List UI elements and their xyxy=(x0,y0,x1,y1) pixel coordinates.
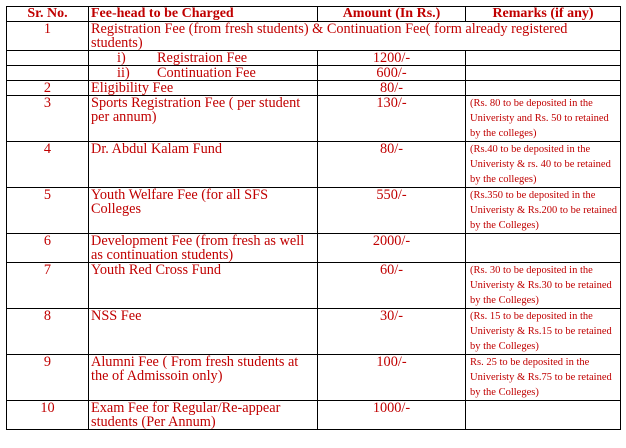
sr-no-cell: 5 xyxy=(7,188,89,234)
table-row xyxy=(7,355,621,401)
sub-item-name: Registraion Fee xyxy=(157,50,248,66)
sr-no-cell: 10 xyxy=(7,401,89,430)
remarks-cell xyxy=(466,81,621,96)
fee-head-cell: Sports Registration Fee ( per student per annum) xyxy=(89,96,318,142)
empty-cell xyxy=(7,51,89,66)
remarks-cell: (Rs. 80 to be deposited in the Univeristy and Rs. 50 to retained by the colleges) xyxy=(466,96,621,142)
header-amount: Amount (In Rs.) xyxy=(318,7,466,22)
table-row xyxy=(7,142,621,188)
remarks-cell: (Rs. 15 to be deposited in the Univeristy & Rs.15 to be retained by the Colleges) xyxy=(466,309,621,355)
sr-no-cell: 9 xyxy=(7,355,89,401)
amount-cell: 1000/- xyxy=(318,401,466,430)
remarks-cell: Rs. 25 to be deposited in the Univeristy & Rs.75 to be retained by the Colleges) xyxy=(466,355,621,401)
fee-head-cell: Youth Red Cross Fund xyxy=(89,263,318,309)
table-row xyxy=(7,188,621,234)
fee-head-cell: Development Fee (from fresh as well as continuation students) xyxy=(89,234,318,263)
table-row xyxy=(7,22,621,51)
amount-cell: 80/- xyxy=(318,81,466,96)
amount-cell: 130/- xyxy=(318,96,466,142)
fee-table xyxy=(6,6,621,430)
amount-cell: 2000/- xyxy=(318,234,466,263)
fee-head-cell: Exam Fee for Regular/Re-appear students (Per Annum) xyxy=(89,401,318,430)
amount-cell: 600/- xyxy=(318,66,466,81)
sub-item-label: ii) xyxy=(117,65,130,81)
header-row xyxy=(7,7,621,22)
fee-head-cell: Youth Welfare Fee (for all SFS Colleges xyxy=(89,188,318,234)
sub-item-label: i) xyxy=(117,50,126,66)
fee-head-cell: NSS Fee xyxy=(89,309,318,355)
table-subrow xyxy=(7,66,621,81)
remarks-cell xyxy=(466,234,621,263)
sr-no-cell: 3 xyxy=(7,96,89,142)
table-row xyxy=(7,96,621,142)
table-row xyxy=(7,81,621,96)
header-remarks: Remarks (if any) xyxy=(466,7,621,22)
sr-no-cell: 2 xyxy=(7,81,89,96)
amount-cell: 30/- xyxy=(318,309,466,355)
sr-no-cell: 1 xyxy=(7,22,89,51)
amount-cell: 1200/- xyxy=(318,51,466,66)
table-row xyxy=(7,234,621,263)
fee-head-cell: Dr. Abdul Kalam Fund xyxy=(89,142,318,188)
header-sr-no: Sr. No. xyxy=(7,7,89,22)
amount-cell: 550/- xyxy=(318,188,466,234)
amount-cell: 60/- xyxy=(318,263,466,309)
sr-no-cell: 4 xyxy=(7,142,89,188)
fee-head-cell: Registration Fee (from fresh students) & Continuation Fee( form already registered students) xyxy=(89,22,621,51)
sr-no-cell: 7 xyxy=(7,263,89,309)
remarks-cell: (Rs. 30 to be deposited in the Univeristy & Rs.30 to be retained by the Colleges) xyxy=(466,263,621,309)
sr-no-cell: 6 xyxy=(7,234,89,263)
remarks-cell: (Rs.350 to be deposited in the Univeristy & Rs.200 to be retained by the Colleges) xyxy=(466,188,621,234)
fee-head-cell xyxy=(89,51,318,66)
remarks-cell xyxy=(466,66,621,81)
fee-head-cell: Alumni Fee ( From fresh students at the of Admissoin only) xyxy=(89,355,318,401)
remarks-cell xyxy=(466,401,621,430)
table-subrow xyxy=(7,51,621,66)
sub-item-name: Continuation Fee xyxy=(157,65,256,81)
table-row xyxy=(7,263,621,309)
fee-head-cell: Eligibility Fee xyxy=(89,81,318,96)
amount-cell: 100/- xyxy=(318,355,466,401)
amount-cell: 80/- xyxy=(318,142,466,188)
table-row xyxy=(7,401,621,430)
fee-head-cell xyxy=(89,66,318,81)
remarks-cell xyxy=(466,51,621,66)
remarks-cell: (Rs.40 to be deposited in the Univeristy & rs. 40 to be retained by the colleges) xyxy=(466,142,621,188)
table-row xyxy=(7,309,621,355)
sr-no-cell: 8 xyxy=(7,309,89,355)
empty-cell xyxy=(7,66,89,81)
header-fee-head: Fee-head to be Charged xyxy=(89,7,318,22)
